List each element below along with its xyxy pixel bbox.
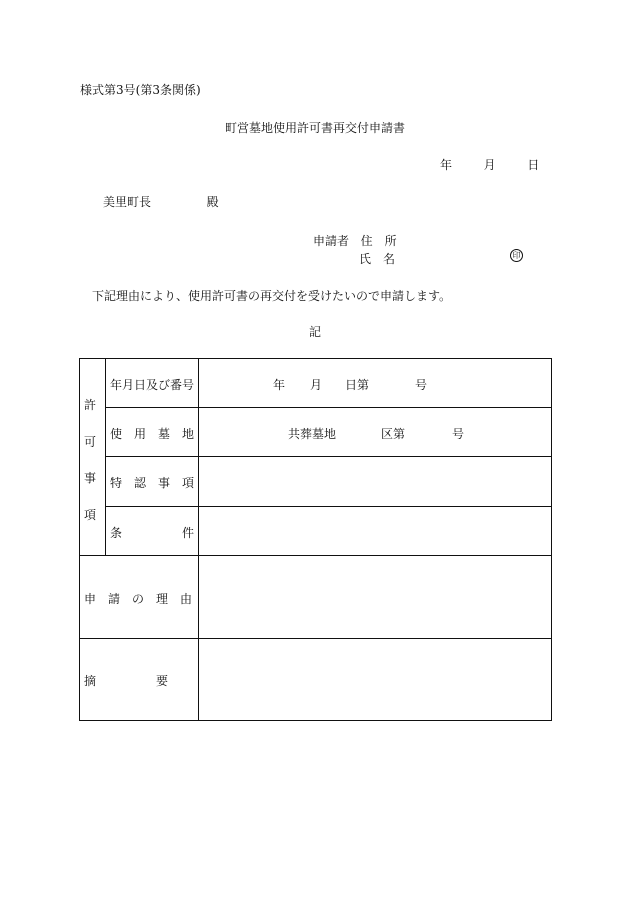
cemetery-label: 使 用 墓 地: [110, 427, 195, 441]
reason-label: 申 請 の 理 由: [84, 592, 193, 606]
conditions-label: 条 件: [110, 526, 195, 540]
date-number-go: 号: [415, 378, 428, 392]
name-label: 氏 名: [359, 252, 396, 266]
date-number-day: 日第: [345, 378, 370, 392]
ki-heading: 記: [308, 325, 321, 339]
address-label: 住 所: [360, 234, 397, 248]
table-border-bottom: [79, 720, 552, 721]
table-row-line: [79, 555, 552, 556]
statement-text: 下記理由により、使用許可書の再交付を受けたいので申請します。: [92, 289, 452, 303]
permit-char: 項: [84, 507, 97, 522]
table-border-right: [551, 358, 552, 721]
applicant-label: 申請者: [313, 234, 350, 248]
date-line: [440, 156, 539, 173]
table-row-line: [79, 638, 552, 639]
date-number-year: 年: [273, 378, 286, 392]
date-number-label: 年月日及び番号: [110, 378, 195, 392]
form-number: 様式第3号(第3条関係): [80, 83, 201, 97]
seal-mark: 印: [510, 249, 523, 262]
permit-section-label: [84, 399, 96, 545]
cemetery-ward: 区第: [381, 427, 406, 441]
table-divider-labels: [198, 358, 199, 721]
date-day: 日: [527, 158, 540, 172]
table-divider-permit: [105, 358, 106, 556]
table-row-line: [105, 456, 552, 457]
addressee-name: 美里町長: [103, 195, 152, 209]
addressee-suffix: 殿: [206, 195, 219, 209]
applicant-address-line: [313, 232, 397, 249]
table-border-left: [79, 358, 80, 721]
permit-char: 許: [84, 398, 97, 412]
permit-char: 可: [84, 434, 97, 449]
applicant-name-line: [359, 250, 395, 267]
table-row-line: [105, 506, 552, 507]
table-row-line: [105, 407, 552, 408]
date-month: 月: [483, 158, 496, 172]
date-year: 年: [440, 158, 453, 172]
date-number-month: 月: [310, 378, 323, 392]
summary-label: 摘 要: [84, 674, 169, 688]
cemetery-name: 共葬墓地: [288, 427, 337, 441]
page-title: 町営墓地使用許可書再交付申請書: [224, 121, 405, 135]
table-border-top: [79, 358, 552, 359]
permit-char: 事: [84, 471, 97, 485]
special-matters-label: 特 認 事 項: [110, 476, 195, 490]
addressee: [103, 193, 219, 210]
cemetery-go: 号: [452, 427, 465, 441]
